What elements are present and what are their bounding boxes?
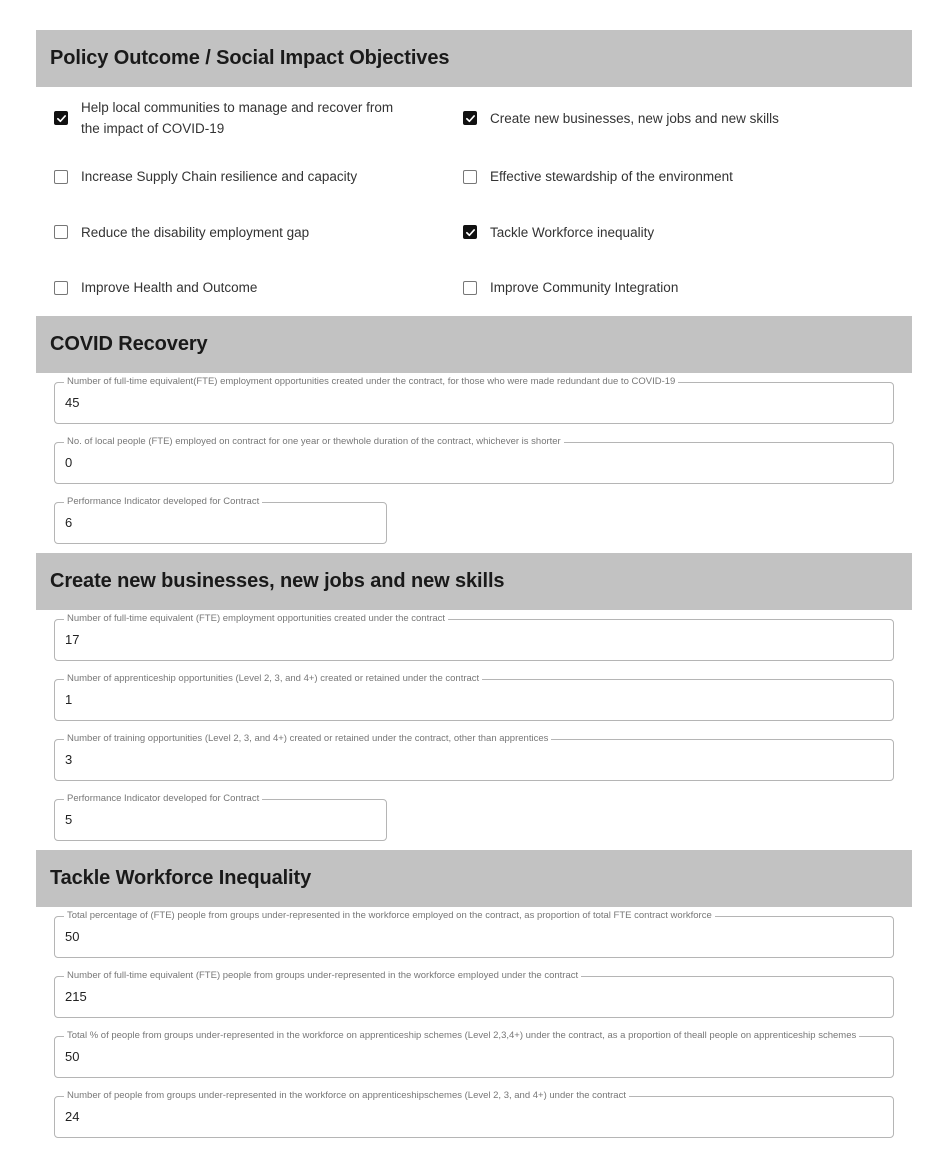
objectives-checklist	[36, 87, 912, 316]
inequality-fte-people-input[interactable]	[65, 987, 819, 1007]
field-label: No. of local people (FTE) employed on contract for one year or thewhole duration of the contract, whichever is shorter	[64, 436, 564, 448]
covid-local-people-field[interactable]	[54, 435, 894, 484]
jobs-performance-indicator-input[interactable]	[65, 810, 363, 830]
checkbox[interactable]	[54, 225, 68, 239]
jobs-title: Create new businesses, new jobs and new skills	[50, 569, 505, 592]
inequality-percentage-input[interactable]	[65, 927, 819, 947]
covid-local-people-input[interactable]	[65, 453, 819, 473]
objective-label: Create new businesses, new jobs and new skills	[490, 110, 779, 126]
field-label: Number of full-time equivalent(FTE) employment opportunities created under the contract, for those who were made redundant due to COVID-19	[64, 376, 678, 388]
checkbox[interactable]	[54, 281, 68, 295]
covid-fields	[36, 373, 912, 544]
objective-new-businesses[interactable]	[463, 87, 872, 149]
covid-redundant-fte-input[interactable]	[65, 393, 819, 413]
inequality-fte-people-field[interactable]	[54, 969, 894, 1018]
objective-disability-gap[interactable]	[54, 205, 463, 261]
inequality-apprenticeship-count-field[interactable]	[54, 1089, 894, 1138]
covid-performance-indicator-field[interactable]	[54, 495, 387, 544]
objective-label: Help local communities to manage and recover from the impact of COVID-19	[81, 100, 394, 136]
jobs-performance-indicator-field[interactable]	[54, 792, 387, 841]
covid-header	[36, 316, 912, 373]
checkbox-checked[interactable]	[463, 225, 477, 239]
jobs-training-field[interactable]	[54, 732, 894, 781]
jobs-fte-opportunities-field[interactable]	[54, 612, 894, 661]
checkbox[interactable]	[463, 170, 477, 184]
objective-health[interactable]	[54, 260, 463, 316]
inequality-fields	[36, 907, 912, 1138]
objective-label: Improve Community Integration	[490, 280, 679, 296]
objective-covid-recovery[interactable]	[54, 87, 463, 149]
objective-label: Reduce the disability employment gap	[81, 224, 310, 240]
objective-supply-chain[interactable]	[54, 149, 463, 205]
checkbox[interactable]	[463, 281, 477, 295]
objective-label: Effective stewardship of the environment	[490, 169, 733, 185]
inequality-apprenticeship-count-input[interactable]	[65, 1107, 819, 1127]
impact-form	[36, 30, 912, 1156]
jobs-training-input[interactable]	[65, 750, 819, 770]
jobs-apprenticeship-input[interactable]	[65, 690, 819, 710]
inequality-apprenticeship-percentage-field[interactable]	[54, 1029, 894, 1078]
jobs-fields	[36, 610, 912, 841]
inequality-header	[36, 850, 912, 907]
field-label: Number of training opportunities (Level 2, 3, and 4+) created or retained under the contract, other than apprentices	[64, 733, 551, 745]
field-label: Number of full-time equivalent (FTE) people from groups under-represented in the workforce employed under the contract	[64, 970, 581, 982]
objective-community-integration[interactable]	[463, 260, 872, 316]
objective-label: Improve Health and Outcome	[81, 280, 258, 296]
checkmark-icon	[465, 227, 476, 238]
inequality-title: Tackle Workforce Inequality	[50, 866, 312, 889]
checkbox[interactable]	[54, 170, 68, 184]
objective-label: Increase Supply Chain resilience and capacity	[81, 169, 358, 185]
covid-redundant-fte-field[interactable]	[54, 375, 894, 424]
objectives-title: Policy Outcome / Social Impact Objectives	[50, 47, 450, 69]
inequality-percentage-field[interactable]	[54, 909, 894, 958]
covid-performance-indicator-input[interactable]	[65, 513, 363, 533]
field-label: Performance Indicator developed for Contract	[64, 496, 262, 508]
field-label: Total percentage of (FTE) people from groups under-represented in the workforce employed on the contract, as proportion of total FTE contract workforce	[64, 910, 715, 922]
jobs-fte-opportunities-input[interactable]	[65, 630, 819, 650]
field-label: Performance Indicator developed for Contract	[64, 793, 262, 805]
field-label: Number of apprenticeship opportunities (Level 2, 3, and 4+) created or retained under the contract	[64, 673, 482, 685]
jobs-header	[36, 553, 912, 610]
field-label: Total % of people from groups under-represented in the workforce on apprenticeship schemes (Level 2,3,4+) under the contract, as a proportion of theall people on apprenticeship schemes	[64, 1030, 859, 1042]
objective-label: Tackle Workforce inequality	[490, 224, 655, 240]
checkmark-icon	[465, 113, 476, 124]
checkbox-checked[interactable]	[463, 111, 477, 125]
checkbox-checked[interactable]	[54, 111, 68, 125]
field-label: Number of people from groups under-represented in the workforce on apprenticeshipschemes (Level 2, 3, and 4+) under the contract	[64, 1090, 629, 1102]
field-label: Number of full-time equivalent (FTE) employment opportunities created under the contract	[64, 613, 448, 625]
inequality-apprenticeship-percentage-input[interactable]	[65, 1047, 819, 1067]
objectives-header	[36, 30, 912, 87]
objective-workforce-inequality[interactable]	[463, 205, 872, 261]
checkmark-icon	[56, 113, 67, 124]
jobs-apprenticeship-field[interactable]	[54, 672, 894, 721]
covid-title: COVID Recovery	[50, 332, 208, 355]
objective-environment[interactable]	[463, 149, 872, 205]
